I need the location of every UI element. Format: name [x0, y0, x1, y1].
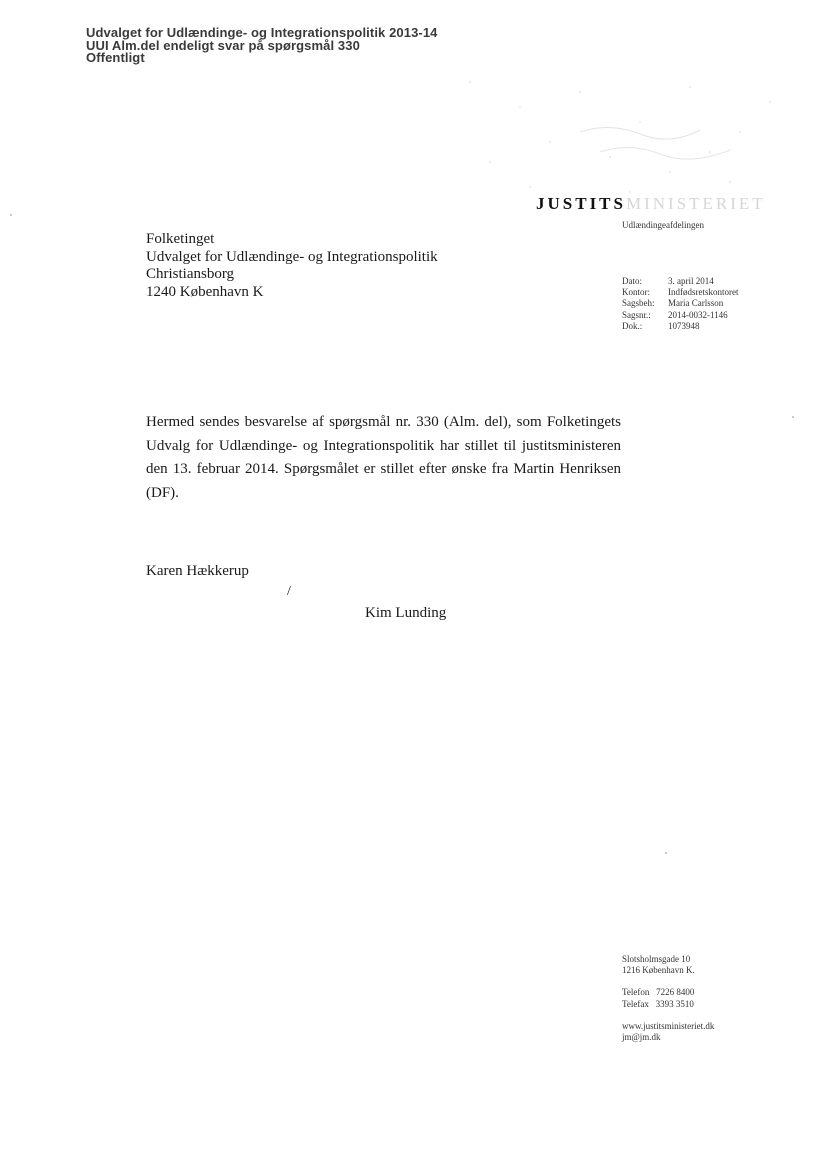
meta-label: Sagsnr.:: [622, 309, 651, 320]
meta-label: Sagsbeh:: [622, 298, 655, 309]
meta-row: [622, 310, 738, 321]
meta-value: Maria Carlsson: [668, 298, 724, 309]
contact-phone: Telefon 7226 8400: [622, 987, 695, 998]
signature-separator: /: [287, 584, 291, 599]
meta-row: [622, 321, 738, 332]
contact-web: www.justitsministeriet.dk: [622, 1020, 715, 1031]
meta-label: Kontor:: [622, 287, 650, 298]
scan-speck: [665, 852, 667, 854]
stamp-reference: UUI Alm.del endeligt svar på spørgsmål 330: [86, 37, 360, 53]
signature-minister: Karen Hækkerup: [146, 563, 249, 579]
ministry-logo: [536, 194, 766, 214]
recipient-line: Christiansborg: [146, 266, 235, 282]
contact-fax: Telefax 3393 3510: [622, 998, 694, 1009]
recipient-line: Udvalget for Udlændinge- og Integrationspolitik: [146, 248, 438, 265]
case-metadata: [622, 276, 738, 332]
meta-value: Indfødsretskontoret: [668, 287, 739, 298]
meta-label: Dato:: [622, 276, 642, 286]
letter-body: Hermed sendes besvarelse af spørgsmål nr. 330 (Alm. del), som Folketingets Udvalg for Udlændinge- og Integrationspolitik har stillet til justitsministeren den 13. februar 2014. Spørgsmålet er stillet efter ønske fra Martin Henriksen (DF).: [146, 414, 621, 501]
meta-label: Dok.:: [622, 320, 643, 331]
recipient-address: [146, 231, 438, 301]
department-name: Udlændingeafdelingen: [622, 220, 704, 230]
scan-noise: [430, 62, 800, 207]
meta-row: [622, 276, 738, 287]
contact-city: 1216 København K.: [622, 965, 695, 976]
recipient-line: 1240 København K: [146, 283, 264, 300]
scan-speck: [10, 214, 12, 216]
logo-justits: JUSTITS: [536, 194, 626, 213]
ministry-contact: [622, 954, 714, 1043]
document-stamp: [86, 27, 438, 65]
meta-value: 2014-0032-1146: [668, 309, 728, 320]
meta-row: [622, 287, 738, 298]
meta-row: [622, 298, 738, 309]
meta-value: 1073948: [668, 320, 700, 331]
stamp-visibility: Offentligt: [86, 50, 145, 65]
logo-ministeriet: MINISTERIET: [625, 194, 766, 213]
stamp-committee: Udvalget for Udlændinge- og Integrationspolitik 2013-14: [86, 25, 438, 40]
contact-email: jm@jm.dk: [622, 1032, 661, 1043]
recipient-line: Folketinget: [146, 231, 215, 247]
contact-street: Slotsholmsgade 10: [622, 954, 691, 964]
meta-value: 3. april 2014: [668, 276, 714, 286]
signature-official: Kim Lunding: [365, 605, 447, 621]
scan-speck: [792, 416, 794, 418]
